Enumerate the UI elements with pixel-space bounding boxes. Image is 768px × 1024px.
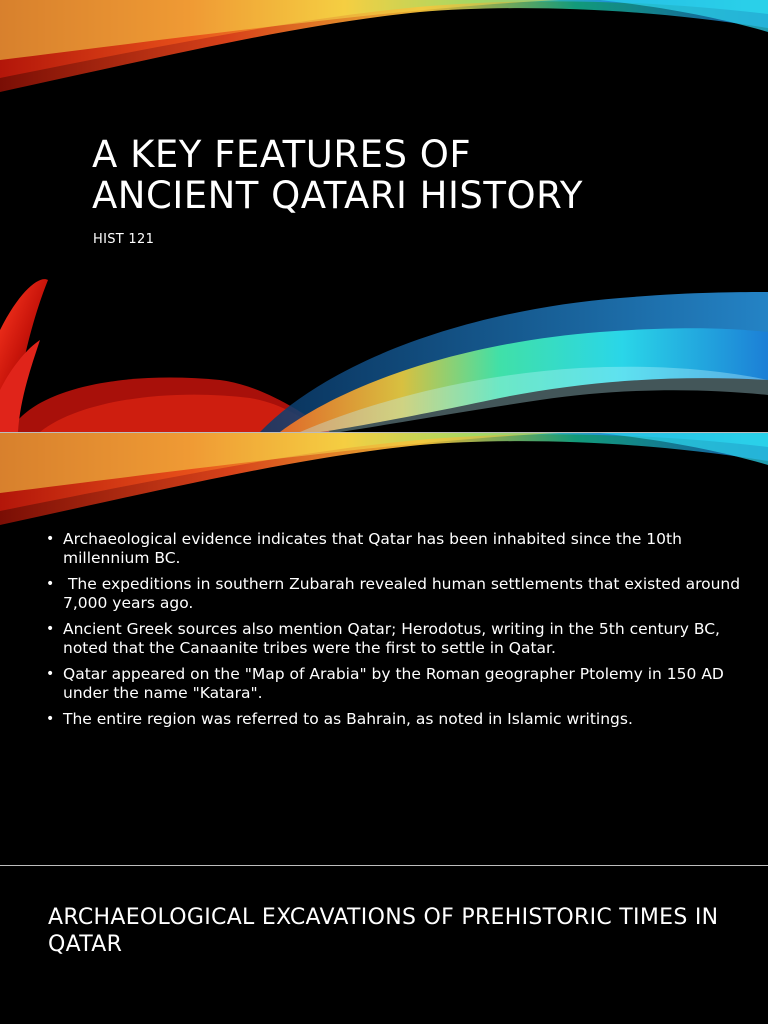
list-item bbox=[44, 530, 744, 568]
section-slide bbox=[0, 866, 768, 1024]
slide-subtitle: HIST 121 bbox=[93, 232, 155, 247]
slide-title bbox=[92, 134, 732, 216]
bullet-dot: • bbox=[46, 621, 55, 637]
list-item bbox=[44, 665, 744, 703]
bullet-text: Ancient Greek sources also mention Qatar; Herodotus, writing in the 5th century BC, noted that the Canaanite tribes were the first to settle in Qatar. bbox=[63, 620, 720, 657]
top-swoosh-graphic bbox=[0, 0, 768, 95]
list-item bbox=[44, 620, 744, 658]
content-slide bbox=[0, 433, 768, 865]
section-title: ARCHAEOLOGICAL EXCAVATIONS OF PREHISTORIC TIMES IN QATAR bbox=[48, 905, 719, 957]
bullet-dot: • bbox=[46, 576, 55, 592]
bottom-swoosh-graphic bbox=[0, 270, 768, 432]
bullet-list bbox=[44, 530, 744, 736]
bullet-dot: • bbox=[46, 711, 55, 727]
slide-title-line-2: ANCIENT QATARI HISTORY bbox=[92, 174, 584, 217]
bullet-text: Archaeological evidence indicates that Qatar has been inhabited since the 10th millennium BC. bbox=[63, 530, 682, 567]
slide-title-line-1: A KEY FEATURES OF bbox=[92, 133, 472, 176]
list-item bbox=[44, 710, 744, 729]
bullet-dot: • bbox=[46, 531, 55, 547]
list-item bbox=[44, 575, 744, 613]
bullet-text: The expeditions in southern Zubarah revealed human settlements that existed around 7,000 years ago. bbox=[63, 575, 746, 612]
bullet-text: Qatar appeared on the "Map of Arabia" by the Roman geographer Ptolemy in 150 AD under the name "Katara". bbox=[63, 665, 724, 702]
top-swoosh-graphic bbox=[0, 433, 768, 528]
bullet-dot: • bbox=[46, 666, 55, 682]
title-slide bbox=[0, 0, 768, 432]
bullet-text: The entire region was referred to as Bahrain, as noted in Islamic writings. bbox=[63, 710, 633, 728]
